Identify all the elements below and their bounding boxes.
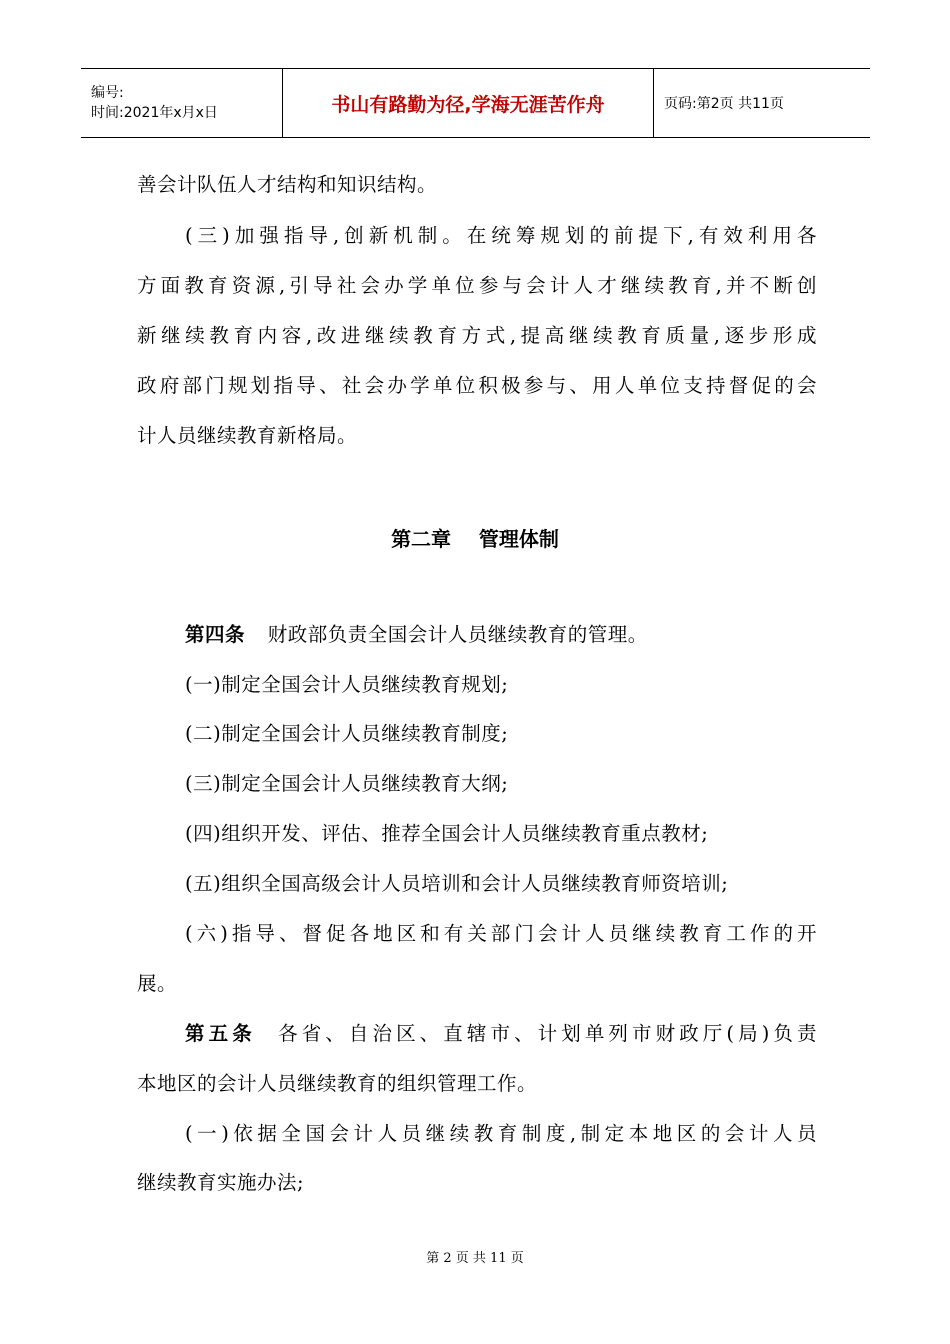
- list-item: (六)指导、督促各地区和有关部门会计人员继续教育工作的开: [185, 922, 817, 945]
- page-info-text: 页码:第2页 共11页: [664, 96, 784, 112]
- paragraph-line: 政府部门规划指导、社会办学单位积极参与、用人单位支持督促的会: [137, 374, 817, 397]
- article-5: [185, 1022, 817, 1046]
- article-4: [185, 623, 817, 647]
- list-item: (三)制定全国会计人员继续教育大纲;: [185, 772, 509, 795]
- list-item-cont: 继续教育实施办法;: [137, 1171, 305, 1194]
- article-label: 第四条: [185, 623, 246, 646]
- paragraph-line: 善会计队伍人才结构和知识结构。: [137, 173, 438, 196]
- paragraph-line: 新继续教育内容,改进继续教育方式,提高继续教育质量,逐步形成: [137, 324, 817, 347]
- time-label: 时间:2021年x月x日: [91, 105, 218, 121]
- list-item: (二)制定全国会计人员继续教育制度;: [185, 722, 509, 745]
- number-label: 编号:: [91, 85, 124, 101]
- header-meta: [81, 69, 283, 137]
- article-label: 第五条: [185, 1022, 256, 1045]
- article-text: 财政部负责全国会计人员继续教育的管理。: [267, 623, 648, 646]
- list-item: (一)依据全国会计人员继续教育制度,制定本地区的会计人员: [185, 1122, 817, 1145]
- paragraph-line: (三)加强指导,创新机制。在统筹规划的前提下,有效利用各: [185, 224, 817, 247]
- list-item: (一)制定全国会计人员继续教育规划;: [185, 673, 509, 696]
- header-page-info: [654, 69, 870, 137]
- paragraph-line: 本地区的会计人员继续教育的组织管理工作。: [137, 1072, 538, 1095]
- paragraph-line: 计人员继续教育新格局。: [137, 424, 358, 447]
- header-motto: [283, 69, 654, 137]
- list-item: (四)组织开发、评估、推荐全国会计人员继续教育重点教材;: [185, 822, 709, 845]
- list-item: (五)组织全国高级会计人员培训和会计人员继续教育师资培训;: [185, 872, 729, 895]
- chapter-title: 第二章 管理体制: [391, 527, 559, 551]
- article-text: 各省、自治区、直辖市、计划单列市财政厅(局)负责: [278, 1022, 817, 1045]
- paragraph-line: 方面教育资源,引导社会办学单位参与会计人才继续教育,并不断创: [137, 274, 817, 297]
- list-item-cont: 展。: [137, 972, 178, 995]
- motto-text: 书山有路勤为径,学海无涯苦作舟: [331, 93, 605, 116]
- document-header: [81, 68, 870, 138]
- page-footer: 第 2 页 共 11 页: [426, 1251, 524, 1266]
